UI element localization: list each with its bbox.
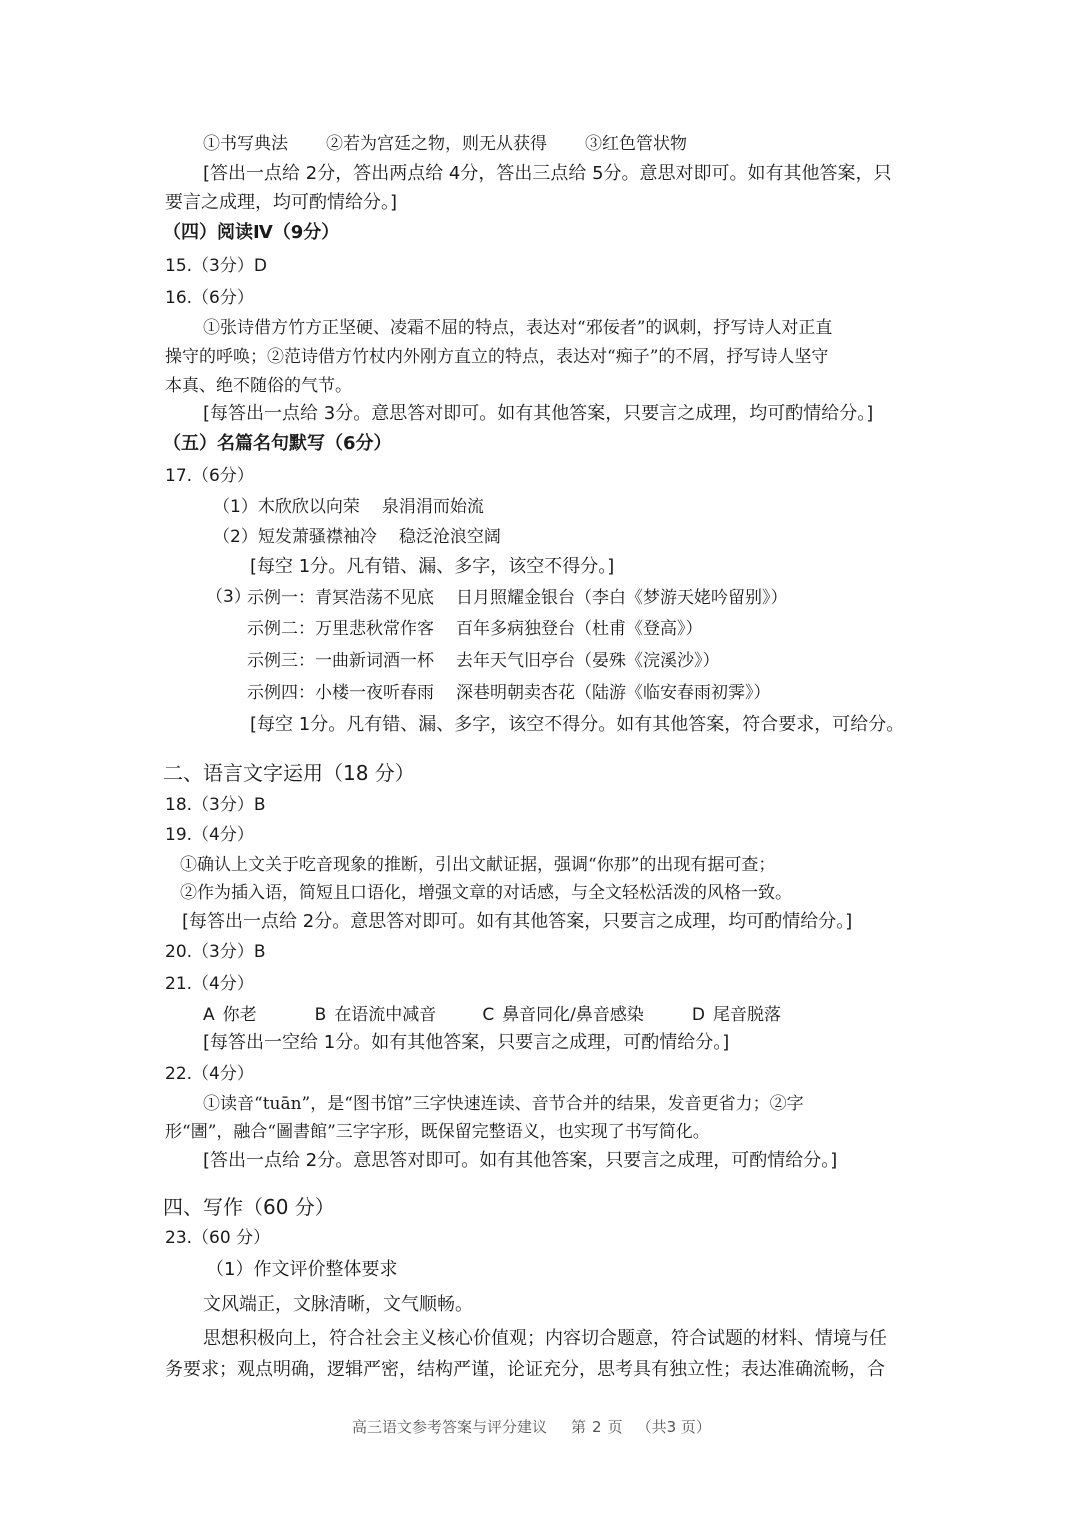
q17-example-label: 示例二：: [247, 619, 315, 639]
q21-note: [每答出一空给 1分。如有其他答案，只要言之成理，可酌情给分。]: [203, 1032, 730, 1053]
q17-part-2: [213, 528, 501, 546]
q21-option-letter: C: [482, 1005, 495, 1025]
q17-example-line-a: 万里悲秋常作客: [315, 619, 434, 639]
q17-example-line-b: 百年多病独登台: [456, 619, 575, 639]
q22-line-1: ①读音“tuān”，是“图书馆”三字快速连读、音节合并的结果，发音更省力；②字: [203, 1094, 804, 1114]
q23-paragraph-1: 文风端正，文脉清晰，文气顺畅。: [203, 1294, 473, 1315]
section-heading-reading-4: （四）阅读Ⅳ（9分）: [163, 222, 340, 243]
footer-page-number: 2: [592, 1418, 602, 1436]
q17-example-2: [247, 620, 703, 638]
footer-title: 高三语文参考答案与评分建议: [352, 1418, 548, 1436]
part-heading-language-use: 二、语言文字运用（18 分）: [163, 761, 415, 785]
q17-example-line-a: 小楼一夜听春雨: [315, 683, 434, 703]
q20-label: 20.（3分）: [165, 942, 254, 962]
q17-example-source: （陆游《临安春雨初霁》）: [575, 683, 771, 703]
q19-note: [每答出一点给 2分。意思答对即可。如有其他答案，只要言之成理，均可酌情给分。]: [182, 911, 853, 932]
q17-example-label: 示例一：: [247, 588, 315, 608]
section-heading-recitation: （五）名篇名句默写（6分）: [163, 433, 392, 454]
q17-example-line-b: 深巷明朝卖杏花: [456, 683, 575, 703]
q18-answer: B: [253, 795, 266, 815]
q21-options: [203, 1006, 781, 1024]
q17-example-label: 示例三：: [247, 651, 315, 671]
q15-label: 15.（3分）: [165, 256, 254, 276]
q17-example-line-b: 日月照耀金银台: [456, 588, 575, 608]
q23-label: 23.（60 分）: [165, 1228, 271, 1248]
q18-label: 18.（3分）: [165, 795, 254, 815]
q17-example-line-a: 青冥浩荡不见底: [315, 588, 434, 608]
q18: [165, 797, 266, 814]
q17-example-source: （李白《梦游天姥吟留别》）: [575, 588, 788, 608]
q17-example-1: [247, 589, 788, 607]
q19-label: 19.（4分）: [165, 825, 254, 845]
q17-note-2: [每空 1分。凡有错、漏、多字，该空不得分。如有其他答案，符合要求，可给分。: [250, 714, 905, 735]
q21-option-letter: B: [314, 1005, 327, 1025]
q14-note-line-1: [答出一点给 2分，答出两点给 4分，答出三点给 5分。意思对即可。如有其他答案，只: [203, 163, 892, 184]
q14-note-line-2: 要言之成理，均可酌情给分。]: [165, 192, 398, 213]
q17-part-3-num: （3）: [206, 587, 251, 607]
q14-point-3: ③红色管状物: [585, 134, 687, 154]
q21-option-text: 你老: [222, 1005, 257, 1025]
q14-points: [203, 136, 687, 153]
q17-part-2-a: 短发萧骚襟袖冷: [257, 527, 377, 547]
q21-option-letter: D: [691, 1005, 706, 1025]
q21-option-text: 在语流中减音: [334, 1005, 437, 1025]
q21-option-letter: A: [203, 1005, 215, 1025]
q17-label: 17.（6分）: [165, 466, 254, 486]
q17-part-2-num: （2）: [213, 527, 258, 547]
q17-part-1: [213, 498, 484, 516]
footer-page-suffix: 页: [607, 1418, 623, 1436]
q17-example-line-b: 去年天气旧亭台: [456, 651, 575, 671]
q17-example-source: （晏殊《浣溪沙》）: [575, 651, 720, 671]
q20-answer: B: [253, 942, 266, 962]
q22-note: [答出一点给 2分。意思答对即可。如有其他答案，只要言之成理，可酌情给分。]: [203, 1150, 838, 1171]
footer-page-prefix: 第: [571, 1418, 587, 1436]
page-footer: [352, 1420, 711, 1435]
q17-part-1-num: （1）: [213, 497, 258, 517]
q16-line-1: ①张诗借方竹方正坚硬、凌霜不屈的特点，表达对“邪佞者”的讽刺，抒写诗人对正直: [203, 318, 833, 338]
q14-point-1: ①书写典法: [203, 134, 288, 154]
q16-label: 16.（6分）: [165, 288, 254, 308]
q23-sub-heading: （1）作文评价整体要求: [206, 1259, 398, 1280]
footer-total-pages: （共3 页）: [636, 1418, 711, 1436]
q22-label: 22.（4分）: [165, 1064, 254, 1084]
part-heading-writing: 四、写作（60 分）: [163, 1195, 335, 1219]
q17-note-1: [每空 1分。凡有错、漏、多字，该空不得分。]: [250, 556, 615, 577]
q14-point-2: ②若为宫廷之物，则无从获得: [326, 134, 547, 154]
q17-example-line-a: 一曲新词酒一杯: [315, 651, 434, 671]
q16-line-2: 操守的呼唤；②范诗借方竹杖内外刚方直立的特点，表达对“痴子”的不屑，抒写诗人坚守: [165, 347, 829, 367]
q17-example-label: 示例四：: [247, 683, 315, 703]
q17-example-4: [247, 684, 771, 702]
q19-line-2: ②作为插入语，简短且口语化，增强文章的对话感，与全文轻松活泼的风格一致。: [180, 883, 792, 903]
q17-part-2-b: 稳泛沧浪空阔: [398, 527, 501, 547]
q15-answer: D: [253, 256, 267, 276]
q22-line-2: 形“圕”，融合“圖書館”三字字形，既保留完整语义，也实现了书写简化。: [165, 1122, 710, 1142]
q20: [165, 944, 266, 961]
q16-line-3: 本真、绝不随俗的气节。: [165, 376, 352, 396]
q17-part-1-a: 木欣欣以向荣: [257, 497, 360, 517]
q21-label: 21.（4分）: [165, 974, 254, 994]
q17-part-1-b: 泉涓涓而始流: [381, 497, 484, 517]
q15: [165, 258, 267, 275]
q17-example-source: （杜甫《登高》）: [575, 619, 703, 639]
q16-note: [每答出一点给 3分。意思答对即可。如有其他答案，只要言之成理，均可酌情给分。]: [203, 403, 874, 424]
q21-option-text: 鼻音同化/鼻音感染: [502, 1005, 644, 1025]
q21-option-text: 尾音脱落: [713, 1005, 782, 1025]
q23-paragraph-2-line-2: 务要求；观点明确，逻辑严密，结构严谨，论证充分，思考具有独立性；表达准确流畅，合: [165, 1359, 885, 1380]
q19-line-1: ①确认上文关于吃音现象的推断，引出文献证据，强调“你那”的出现有据可查；: [180, 855, 776, 875]
q23-paragraph-2-line-1: 思想积极向上，符合社会主义核心价值观；内容切合题意，符合试题的材料、情境与任: [203, 1328, 887, 1349]
q17-example-3: [247, 652, 720, 670]
